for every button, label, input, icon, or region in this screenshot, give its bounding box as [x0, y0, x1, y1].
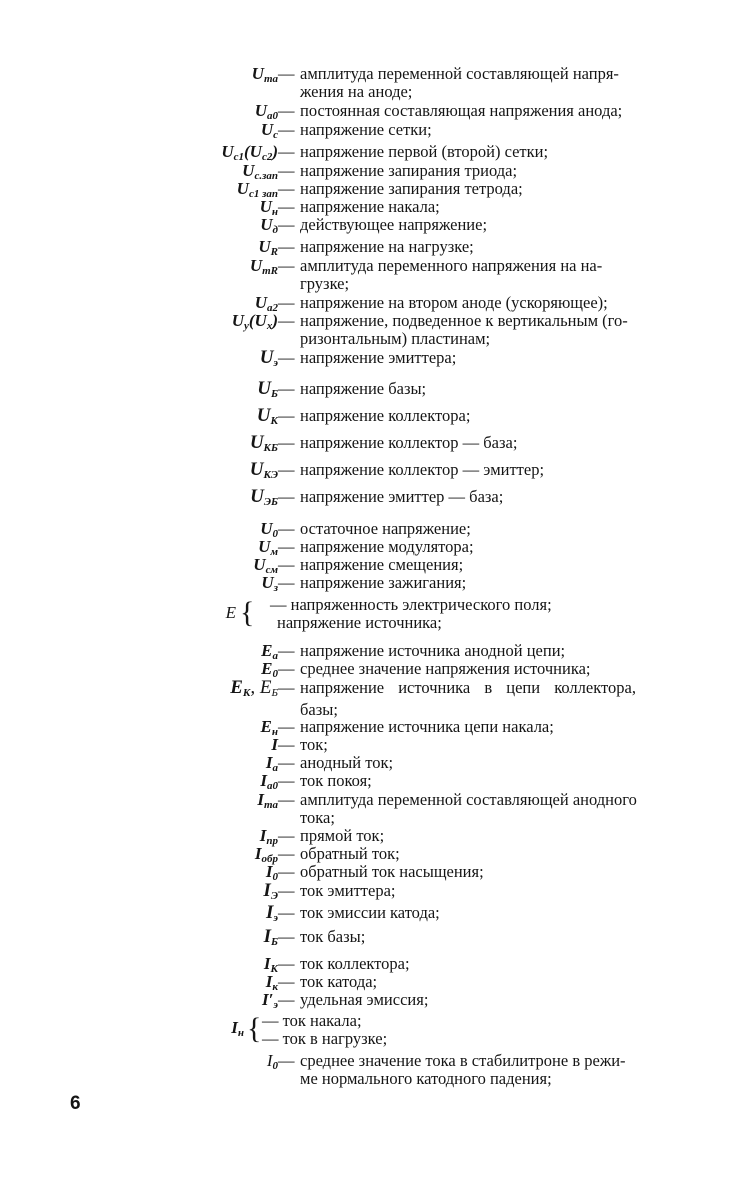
- symbol: $U_{ma}$: [251, 64, 278, 85]
- definition: напряжение первой (второй) сетки;: [300, 142, 549, 161]
- document-page: $U_{ma}$ — амплитуда переменной составляющей напря- жения на аноде; $U_{a0}$ — постоянная составляющая напряжения анода; $U_c$ — напряжение сетки; $U_{c1}(U_{c2})$ — напряжение первой (второй) сетки; $U_{c.зап}$ — напряжение запирания триода; $U_{c1 зап}$ — напряжение запирания тетрода; $U_н$ — напряжение накала; $U_д$ — действующее напряжение; $U_R$ — напряжение на нагрузке; $U_{mR}$ — амплитуда переменного напряжения на на- грузке; $U_{a2}$ — напряжение на втором аноде (ускоряющее); $U_y(U_x)$ — напряжение, подведенное к вертикальным (го- ризонтальным) пластинам; $U_э$ — напряжение эмиттера; $U_Б$ — напряжение базы; $U_К$ — напряжение коллектора; $U_{КБ}$ — напряжение коллектор — база; $U_{КЭ}$ — напряжение коллектор — эмиттер; $U_{ЭБ}$ — напряжение эмиттер — база; $U_0$ — остаточное напряжение; $U_м$ — напряжение модулятора; $U_{см}$ — напряжение смещения; $U_з$ — напряжение зажигания; E { — напряженность электрического поля; напряжение источника; $E_a$ — напряжение источника анодной цепи; $E_0$ — среднее значение напряжения источника; $E_К$, $E_Б$ — напряжение источника в цепи коллектора, базы; $E_н$ — напряжение источника цепи накала; I — ток; $I_a$ — анодный ток; $I_{a0}$ — ток покоя; $I_{ma}$ — амплитуда переменной составляющей анодного тока; $I_{пр}$ — прямой ток; $I_{обр}$ — обратный ток; $I_0$ — обратный ток насыщения; $I_Э$ — ток эмиттера; $I_э$ — ток эмиссии катода; $I_Б$ — ток базы; $I_К$ — ток коллектора; $I_к$ — ток катода; $I'_э$ — удельная эмиссия; $I_н$ { — ток накала; — ток в нагрузке; $I_0$ — среднее значение тока в стабилитроне в режи- ме нормального катодного падения; 6: [0, 0, 756, 1182]
- brace-icon: {: [247, 1012, 262, 1045]
- symbol: $U_{a0}$: [254, 101, 278, 122]
- definition: ток покоя;: [300, 771, 372, 790]
- brace-icon: {: [240, 596, 255, 629]
- symbol: $I_0$: [265, 862, 278, 883]
- symbol: $U_{c1 зап}$: [236, 179, 278, 200]
- symbol: $I_{a0}$: [260, 771, 278, 792]
- definition: напряжение модулятора;: [300, 537, 474, 556]
- symbol: $I'_э$: [262, 990, 278, 1011]
- symbol: $I_К$: [263, 954, 278, 975]
- definition: напряжение запирания триода;: [300, 161, 518, 180]
- symbol: $I_н$: [231, 1018, 244, 1039]
- definition: постоянная составляющая напряжения анода;: [300, 101, 623, 120]
- definition: напряжение на втором аноде (ускоряющее);: [300, 293, 608, 312]
- definition: напряжение накала;: [300, 197, 440, 216]
- symbol: $U_з$: [261, 573, 278, 594]
- symbol: $U_0$: [260, 519, 278, 540]
- list-item: $I_н$ { — ток накала; — ток в нагрузке;: [231, 1011, 388, 1048]
- definition: остаточное напряжение;: [300, 519, 471, 538]
- symbol: $I_0$: [266, 1051, 278, 1072]
- page-number: 6: [70, 1093, 81, 1114]
- symbol: $U_м$: [258, 537, 278, 558]
- definition: ток эмиссии катода;: [300, 903, 440, 922]
- definition: удельная эмиссия;: [300, 990, 429, 1009]
- symbol: $I_к$: [265, 972, 278, 993]
- symbol: $U_R$: [258, 237, 278, 258]
- definition: амплитуда переменной составляющей анодного тока;: [300, 790, 637, 827]
- symbol: $U_Б$: [257, 378, 278, 400]
- definition: ток базы;: [300, 927, 366, 946]
- definition: напряжение коллектор — эмиттер;: [300, 460, 545, 479]
- definition: действующее напряжение;: [300, 215, 488, 234]
- definition: напряжение коллектор — база;: [300, 433, 518, 452]
- symbol: $U_{ЭБ}$: [250, 486, 278, 508]
- symbol: $U_{КБ}$: [249, 432, 278, 454]
- symbol: $U_д$: [260, 215, 278, 236]
- definition: напряжение эмиттер — база;: [300, 487, 504, 506]
- symbol: $I_Э$: [263, 880, 278, 902]
- symbol: $U_{см}$: [253, 555, 278, 576]
- symbol: E: [225, 603, 236, 622]
- symbol: $E_н$: [260, 717, 278, 738]
- definition: обратный ток насыщения;: [300, 862, 484, 881]
- symbol: $I_Б$: [263, 926, 278, 948]
- definition: ток эмиттера;: [300, 881, 396, 900]
- definition: ток катода;: [300, 972, 378, 991]
- definition: обратный ток;: [300, 844, 400, 863]
- symbol: I: [271, 735, 278, 754]
- symbol: $U_{c1}(U_{c2})$: [221, 142, 278, 163]
- definition: напряжение источника анодной цепи;: [300, 641, 566, 660]
- symbol: $U_К$: [256, 405, 278, 427]
- definition: напряжение на нагрузке;: [300, 237, 474, 256]
- definition: напряжение зажигания;: [300, 573, 467, 592]
- symbol: $I_{ma}$: [257, 790, 278, 811]
- definition: напряжение базы;: [300, 379, 427, 398]
- symbol: $E_0$: [261, 659, 278, 680]
- definition: напряжение коллектора;: [300, 406, 471, 425]
- symbol: $I_э$: [266, 902, 278, 924]
- definition: напряжение сетки;: [300, 120, 432, 139]
- definition: прямой ток;: [300, 826, 385, 845]
- symbol: $E_a$: [261, 641, 278, 662]
- symbol: $U_{mR}$: [249, 256, 278, 277]
- definition: напряжение источника в цепи коллектора,: [300, 678, 636, 697]
- symbol: $I_{обр}$: [254, 844, 278, 865]
- definition: среднее значение тока в стабилитроне в режи- ме нормального катодного падения;: [300, 1051, 626, 1088]
- symbol: $U_э$: [259, 347, 278, 369]
- definition: среднее значение напряжения источника;: [300, 659, 591, 678]
- list-item: E { — напряженность электрического поля; напряжение источника;: [225, 595, 552, 632]
- definition: напряжение запирания тетрода;: [300, 179, 523, 198]
- symbol: $U_{КЭ}$: [249, 459, 278, 481]
- definition: напряжение, подведенное к вертикальным (го- ризонтальным) пластинам;: [300, 311, 628, 348]
- symbol: $U_{c.зап}$: [242, 161, 278, 182]
- definition: напряжение источника цепи накала;: [300, 717, 554, 736]
- symbol: $U_н$: [259, 197, 278, 218]
- definition: амплитуда переменной составляющей напря- жения на аноде;: [300, 64, 619, 101]
- symbol: $U_c$: [260, 120, 278, 141]
- definition: напряжение смещения;: [300, 555, 464, 574]
- symbol: $I_a$: [265, 753, 278, 774]
- symbol: $U_{a2}$: [254, 293, 278, 314]
- definition: ток;: [300, 735, 328, 754]
- definition: анодный ток;: [300, 753, 394, 772]
- symbol: $I_{пр}$: [259, 826, 278, 847]
- definition: напряжение эмиттера;: [300, 348, 457, 367]
- symbol: $E_К$, $E_Б$: [230, 677, 278, 699]
- definition: ток коллектора;: [300, 954, 410, 973]
- definition: амплитуда переменного напряжения на на- грузке;: [300, 256, 603, 293]
- symbol: $U_y(U_x)$: [231, 311, 278, 332]
